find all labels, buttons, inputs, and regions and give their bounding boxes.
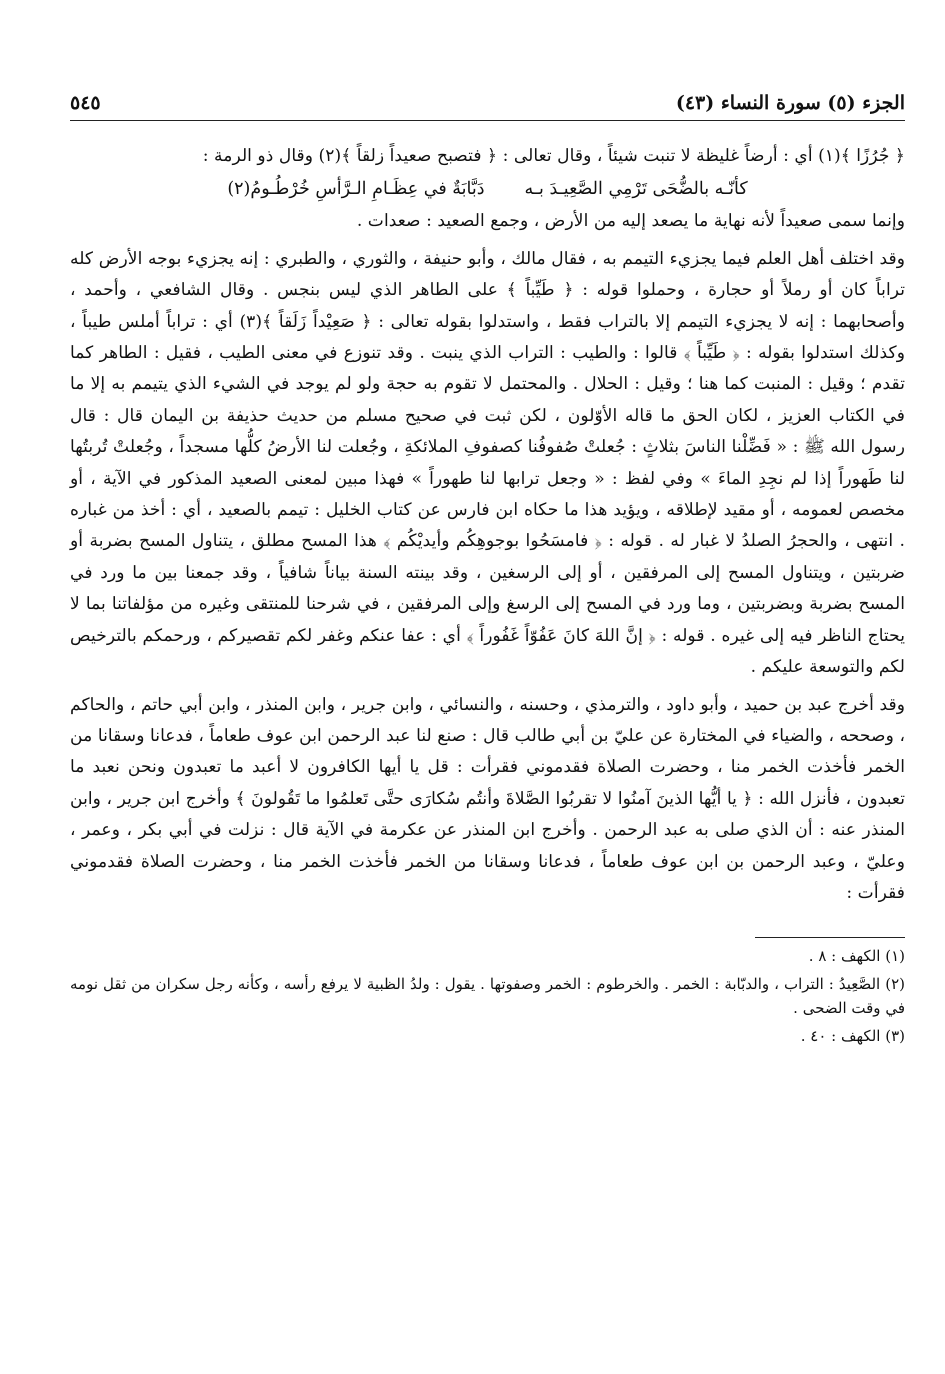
footnote: (٢) الصَّعِيدُ : التراب ، والدبّابة : الخمر . والخرطوم : الخمر وصفوتها . يقول : ولدُ الظبية لا يرفع رأسه ، وكأنه رجل سكران من ثقل نومه في وقت الضحى . xyxy=(70,975,905,1018)
footnote: (١) الكهف : ٨ . xyxy=(808,947,905,966)
paragraph: وقد اختلف أهل العلم فيما يجزيء التيمم به ، فقال مالك ، وأبو حنيفة ، والثوري ، والطبري : إنه يجزيء بوجه الأرض كله تراباً كان أو رملاً أو حجارة ، وحملوا قوله : ﴿ طَيِّباً ﴾ على الطاهر الذي ليس بنجس . وقال الشافعي ، وأحمد ، وأصحابهما : إنه لا يجزيء التيمم إلا بالتراب فقط ، واستدلوا بقوله تعالى : ﴿ صَعِيْداً زَلَقاً ﴾(٣) أي : تراباً أملس طيباً ، وكذلك استدلوا بقوله : ﴿ طَيِّباً ﴾ قالوا : والطيب : التراب الذي ينبت . وقد تنوزع في معنى الطيب ، فقيل : الطاهر كما تقدم ؛ وقيل : المنبت كما هنا ؛ وقيل : الحلال . والمحتمل لا تقوم به حجة ولو لم يوجد في الشيء الذي يتيمم به إلا ما في الكتاب العزيز ، لكان الحق ما قاله الأوّلون ، لكن ثبت في صحيح مسلم من حديث حذيفة بن اليمان قال : قال رسول الله ﷺ : « فَضِّلْنا الناسَ بثلاثٍ : جُعلتْ صُفوفُنا كصفوفِ الملائكةِ ، وجُعلت لنا الأرضُ كلُّها مسجداً ، وجُعلتْ تُربتُها لنا طَهوراً إذا لم نجِدِ الماءَ » وفي لفظ : « وجعل ترابها لنا طهوراً » فهذا مبين لمعنى الصعيد المذكور في الآية ، أو مخصص لعمومه ، أو مقيد لإطلاقه ، ويؤيد هذا ما حكاه ابن فارس عن كتاب الخليل : تيمم بالصعيد ، أي : أخذ من غباره . انتهى ، والحجرُ الصلدُ لا غبار له . قوله : ﴿ فامسَحُوا بوجوهِكُم وأيديْكُم ﴾ هذا المسح مطلق ، يتناول المسح بضربة أو ضربتين ، ويتناول المسح إلى المرفقين ، أو إلى الرسغين ، وقد بينته السنة بياناً شافياً ، وقد جمعنا بين ما ورد في المسح بضربة وبضربتين ، وما ورد في المسح إلى الرسغ وإلى المرفقين ، في شرحنا للمنتقى وغيره من مؤلفاتنا بما لا يحتاج الناظر فيه إلى غيره . قوله : ﴿ إنَّ اللهَ كانَ عَفُوّاً غَفُوراً ﴾ أي : عفا عنكم وغفر لكم تقصيركم ، ورحمكم بالترخيص لكم والتوسعة عليكم . xyxy=(70,248,905,678)
running-title: الجزء (٥) سورة النساء (٤٣) xyxy=(675,92,905,114)
text-line: ﴿ جُرُزًا ﴾(١) أي : أرضاً غليظة لا تنبت شيئاً ، وقال تعالى : ﴿ فتصبح صعيداً زلقاً ﴾(٢) وقال ذو الرمة : xyxy=(202,146,905,166)
page-header xyxy=(70,88,905,121)
text-line: وإنما سمى صعيداً لأنه نهاية ما يصعد إليه من الأرض ، وجمع الصعيد : صعدات . xyxy=(356,211,905,232)
footnote-divider xyxy=(755,937,905,938)
verse-second-hemistich: دَبَّابَةٌ في عِظَـامِ الـرَّأسِ خُرْطُـومُ(٢) xyxy=(227,179,485,200)
page-number: ٥٤٥ xyxy=(70,92,101,114)
book-page xyxy=(70,88,905,1348)
footnote: (٣) الكهف : ٤٠ . xyxy=(800,1027,905,1046)
main-text xyxy=(70,141,905,909)
poem-verse xyxy=(70,172,905,206)
verse-first-hemistich: كأنّـه بالضُّحَى تَرْمِي الصَّعِيـدَ بـه xyxy=(524,179,748,200)
footnotes xyxy=(70,944,905,1048)
paragraph: وقد أخرج عبد بن حميد ، وأبو داود ، والترمذي ، وحسنه ، والنسائي ، وابن جرير ، وابن المنذر ، وابن أبي حاتم ، والحاكم ، وصححه ، والضياء في المختارة عن عليّ بن أبي طالب قال : صنع لنا عبد الرحمن ابن عوف طعاماً ، فدعانا وسقانا من الخمر فأخذت الخمر منا ، وحضرت الصلاة فقدموني فقرأت : قل يا أيها الكافرون لا أعبد ما تعبدون ونحن نعبد ما تعبدون ، فأنزل الله : ﴿ يا أيُّها الذينَ آمنُوا لا تقربُوا الصَّلاةَ وأنتُم سُكارَى حتَّى تَعلمُوا ما تَقُولونَ ﴾ وأخرج ابن جرير ، وابن المنذر عنه : أن الذي صلى به عبد الرحمن . وأخرج ابن المنذر عن عكرمة في الآية قال : نزلت في أبي بكر ، وعمر ، وعليّ ، وعبد الرحمن بن ابن عوف طعاماً ، فدعانا وسقانا من الخمر فأخذت الخمر منا ، وحضرت الصلاة فقدموني فقرأت : xyxy=(70,694,905,903)
